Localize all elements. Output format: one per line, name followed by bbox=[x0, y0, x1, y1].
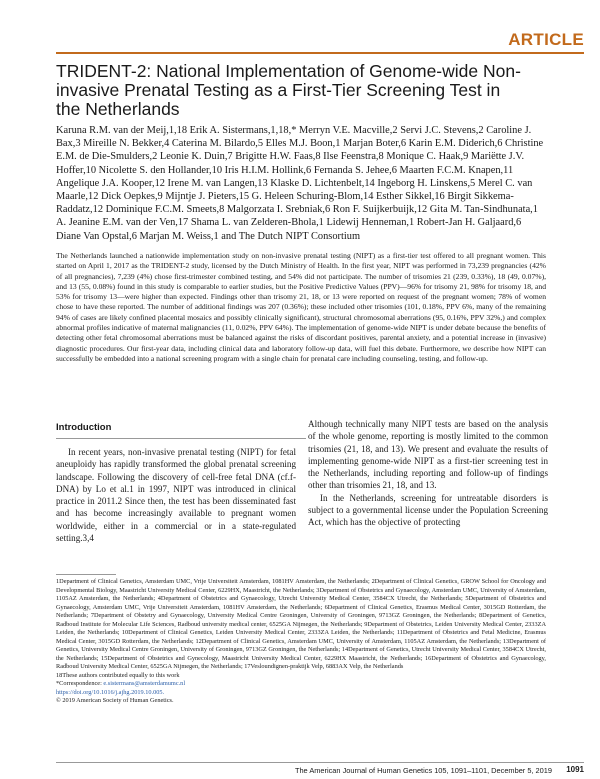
header-divider bbox=[56, 52, 584, 54]
page-number: 1091 bbox=[566, 765, 584, 774]
doi-link[interactable]: https://doi.org/10.1016/j.ajhg.2019.10.005. bbox=[56, 688, 165, 696]
article-type-label: ARTICLE bbox=[508, 30, 584, 49]
journal-citation: The American Journal of Human Genetics 105, 1091–1101, December 5, 2019 bbox=[294, 766, 552, 775]
correspondence-label: *Correspondence: bbox=[56, 680, 104, 687]
intro-paragraph-3: In the Netherlands, screening for untreatable disorders is subject to a governmental license under the Population Screening Act, which has the objective of protecting bbox=[308, 492, 548, 528]
footnote-divider bbox=[56, 574, 116, 575]
footer-divider bbox=[56, 762, 584, 763]
abstract: The Netherlands launched a nationwide implementation study on non-invasive prenatal testing (NIPT) as a first-tier test offered to all pregnant women. This started on April 1, 2017 as the TRIDENT-2 study, licensed by the Dutch Ministry of Health. In the first year, NIPT was performed in 73,239 pregnancies (42% of all pregnancies), 7,239 (4%) chose first-trimester combined testing, and 54% did not participate. The number of trisomies 21 (239, 0.33%), 18 (49, 0.07%), and 13 (55, 0.08%) found in this study is comparable to earlier studies, but the Positive Predictive Values (PPV)—96% for trisomy 21, 98% for trisomy 18, and 53% for trisomy 13—were higher than expected. Findings other than trisomy 21, 18, or 13 were reported on request of the pregnant women; 78% of women chose to have these reported. The number of additional findings was 207 (0.36%); these included other trisomies (101, 0.18%, PPV 6%, many of the remaining 94% of cases are likely confined placental mosaics and possibly clinically significant), structural chromosomal aberrations (95, 0.16%, PPV 32%,) and complex abnormal profiles indicative of maternal malignancies (11, 0.02%, PPV 64%). The implementation of genome-wide NIPT is under debate because the benefits of detecting other fetal chromosomal aberrations must be balanced against the risks of discordant positives, parental anxiety, and a potential increase in (invasive) diagnostic procedures. Our first-year data, including clinical data and laboratory follow-up data, will fuel this debate. Furthermore, we describe how NIPT can successfully be embedded into a national screening program with a single chain for prenatal care including counseling, testing, and follow-up. bbox=[56, 251, 546, 363]
affiliations: 1Department of Clinical Genetics, Amsterdam UMC, Vrije Universiteit Amsterdam, 1081HV Amsterdam, the Netherlands; 2Department of Clinical Genetics, GROW School for Oncology and Developmental Biology, Maastricht University Medical Center, 6229HX, Maastricht, the Netherlands; 3Department of Obstetrics and Gynaecology, Amsterdam UMC, University of Amsterdam, 1105AZ Amsterdam, the Netherlands; 4Department of Obstetrics and Gynaecology, Utrecht University Medical Center, 3584CX Utrecht, the Netherlands; 5Department of Obstetrics and Gynaecology, Amsterdam UMC, Vrije Universiteit Amsterdam, 1081HV Amsterdam, the Netherlands; 6Department of Clinical Genetics, Erasmus Medical Center, 3015GD Rotterdam, the Netherlands; 7Department of Obstetry and Gynaecology, University Medical Centre Groningen, University of Groningen, 9713GZ Groningen, the Netherlands; 8Department of Genetics, Radboud Institute for Molecular Life Sciences, Radboud university medical center, 6525GA Nijmegen, the Netherlands; 9Department of Obstetrics, Leiden University Medical Center, 2333ZA Leiden, the Netherlands; 10Department of Clinical Genetics, Leiden University Medical Center, 2333ZA Leiden, the Netherlands; 11Department of Obstetrics and Fetal Medicine, Erasmus Medical Center, 3015GD Rotterdam, the Netherlands; 12Department of Clinical Genetics, Amsterdam UMC, University of Amsterdam, 1105AZ Amsterdam, the Netherlands; 13Department of Genetics, University Medical Centre Groningen, University of Groningen, 9713GZ Groningen, the Netherlands; 14Department of Genetics, Utrecht University Medical Center, 3584CX Utrecht, the Netherlands; 15Department of Obstetrics and Gynecology, Maastricht University Medical Center, 6229HX Maastricht, the Netherlands; 16Department of Obstetrics and Gynaecology, Radboud University Medical Center, 6525GA Nijmegen, the Netherlands; 17Vesloundignen-praktijk Velp, 6883AX Velp, the Netherlands bbox=[56, 578, 546, 670]
intro-paragraph-2: Although technically many NIPT tests are based on the analysis of the whole genome, reporting is mostly limited to the common trisomies (21, 18, and 13). We present and evaluate the results of implementing genome-wide NIPT as a first-tier screening test in the Netherlands, including reporting and follow-up of findings other than trisomies 21, 18, and 13. bbox=[308, 419, 548, 491]
section-heading-introduction: Introduction bbox=[56, 422, 112, 433]
intro-paragraph-1: In recent years, non-invasive prenatal testing (NIPT) for fetal aneuploidy has rapidly transformed the global prenatal screening landscape. Following the discovery of cell-free fetal DNA (cf.f-DNA) by Lo et al.1 in 1997, NIPT was introduced in clinical practice in 2011.2 Since then, the test has been disseminated fast and has become increasingly available to pregnant women worldwide, either in a commercial or in a state-regulated setting.3,4 bbox=[56, 447, 296, 544]
section-divider bbox=[56, 438, 306, 439]
correspondence-email-link[interactable]: e.sistermans@amsterdamumc.nl bbox=[103, 680, 186, 687]
body-column-right bbox=[308, 418, 548, 529]
correspondence bbox=[56, 680, 546, 689]
body-column-left bbox=[56, 446, 296, 544]
footnotes bbox=[56, 578, 546, 706]
copyright-notice: © 2019 American Society of Human Genetics. bbox=[56, 697, 174, 704]
paper-title: TRIDENT-2: National Implementation of Genome-wide Non-invasive Prenatal Testing as a First-Tier Screening Test in the Netherlands bbox=[56, 61, 521, 119]
author-list: Karuna R.M. van der Meij,1,18 Erik A. Sistermans,1,18,* Merryn V.E. Macville,2 Servi J.C. Stevens,2 Caroline J. Bax,3 Mireille N. Bekker,4 Caterina M. Bilardo,5 Elles M.J. Boon,1 Marjan Boter,6 Karin E.M. Diderich,6 Christine E.M. de Die-Smulders,2 Leonie K. Duin,7 Brigitte H.W. Faas,8 Ilse Feenstra,8 Monique C. Haak,9 Mariëtte J.V. Hoffer,10 Nicolette S. den Hollander,10 Iris H.I.M. Hollink,6 Fernanda S. Jehee,6 Maarten F.C.M. Knapen,11 Angelique J.A. Kooper,12 Irene M. van Langen,13 Klaske D. Lichtenbelt,14 Ingeborg H. Linskens,5 Merel C. van Maarle,12 Dick Oepkes,9 Mijntje J. Pieters,15 G. Heleen Schuring-Blom,14 Esther Sikkel,16 Birgit Sikkema-Raddatz,12 Dominique F.C.M. Smeets,8 Malgorzata I. Srebniak,6 Ron F. Suijkerbuijk,12 Gita M. Tan-Sindhunata,1 A. Jeanine E.M. van der Ven,17 Shama L. van Zelderen-Bhola,1 Lidewij Henneman,1 Robert-Jan H. Galjaard,6 Diane Van Opstal,6 Marjan M. Weiss,1 and The Dutch NIPT Consortium bbox=[56, 125, 544, 242]
equal-contribution-note: 18These authors contributed equally to this work bbox=[56, 671, 180, 679]
